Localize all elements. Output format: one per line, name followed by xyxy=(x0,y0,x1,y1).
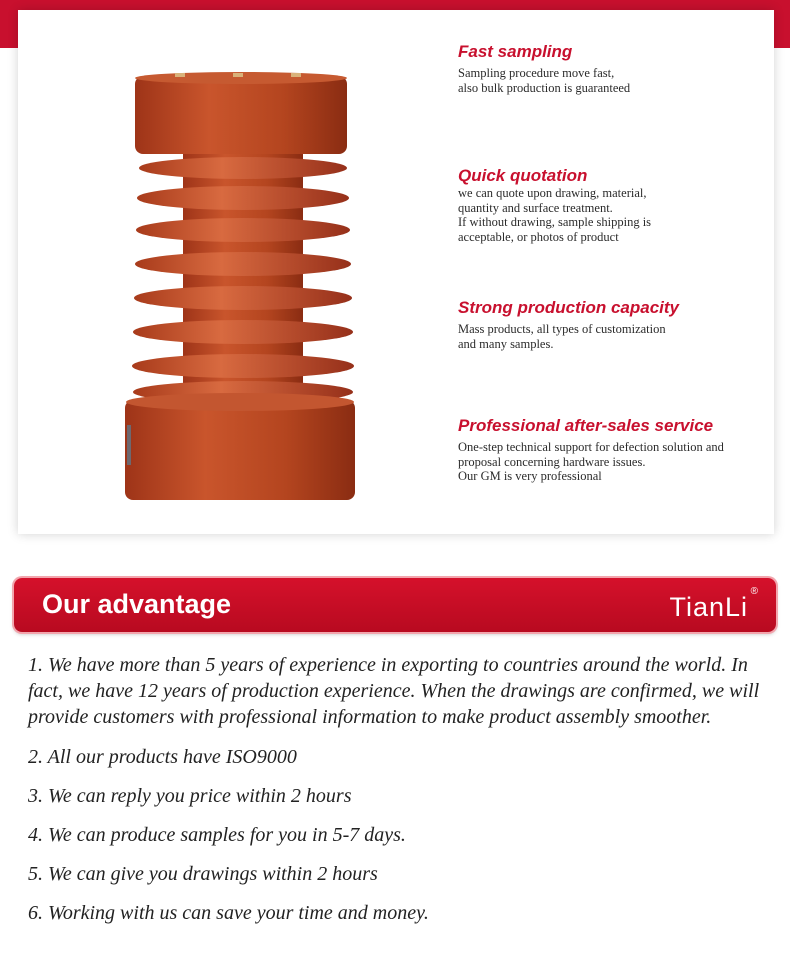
banner-title: Our advantage xyxy=(42,589,232,619)
feature-title: Strong production capacity xyxy=(458,298,680,317)
insulator-product-image xyxy=(123,70,363,510)
feature-text: and many samples. xyxy=(458,336,554,351)
advantage-item: 2. All our products have ISO9000 xyxy=(28,746,297,768)
advantages-list xyxy=(28,652,763,939)
feature-production-capacity xyxy=(458,298,768,351)
feature-text: Our GM is very professional xyxy=(458,469,602,483)
advantage-item: 3. We can reply you price within 2 hours xyxy=(28,785,352,807)
feature-text: proposal concerning hardware issues. xyxy=(458,454,646,469)
feature-after-sales xyxy=(458,416,768,484)
feature-text: Sampling procedure move fast, xyxy=(458,66,615,80)
brand-name: TianLi xyxy=(669,592,748,622)
feature-text: we can quote upon drawing, material, xyxy=(458,186,647,200)
feature-card xyxy=(18,10,774,534)
feature-text: acceptable, or photos of product xyxy=(458,229,619,244)
feature-title: Professional after-sales service xyxy=(458,416,714,435)
advantage-item: 6. Working with us can save your time and money. xyxy=(28,902,429,924)
feature-text: One-step technical support for defection solution and xyxy=(458,440,724,454)
feature-fast-sampling xyxy=(458,42,768,95)
advantage-item: 4. We can produce samples for you in 5-7 days. xyxy=(28,824,406,846)
advantage-item: 5. We can give you drawings within 2 hours xyxy=(28,863,378,885)
registered-mark: ® xyxy=(750,586,758,597)
feature-title: Quick quotation xyxy=(458,166,588,185)
feature-text: also bulk production is guaranteed xyxy=(458,80,631,95)
feature-title: Fast sampling xyxy=(458,42,573,61)
advantage-item: 1. We have more than 5 years of experience in exporting to countries around the world. In fact, we have 12 years of production experience. When the drawings are confirmed, we will provide customers with professional information to make product assembly smoother. xyxy=(28,654,760,728)
our-advantage-banner xyxy=(14,578,776,632)
feature-text: Mass products, all types of customization xyxy=(458,322,666,336)
feature-text: quantity and surface treatment. xyxy=(458,200,613,215)
feature-quick-quotation xyxy=(458,166,768,244)
feature-text: If without drawing, sample shipping is xyxy=(458,215,652,229)
